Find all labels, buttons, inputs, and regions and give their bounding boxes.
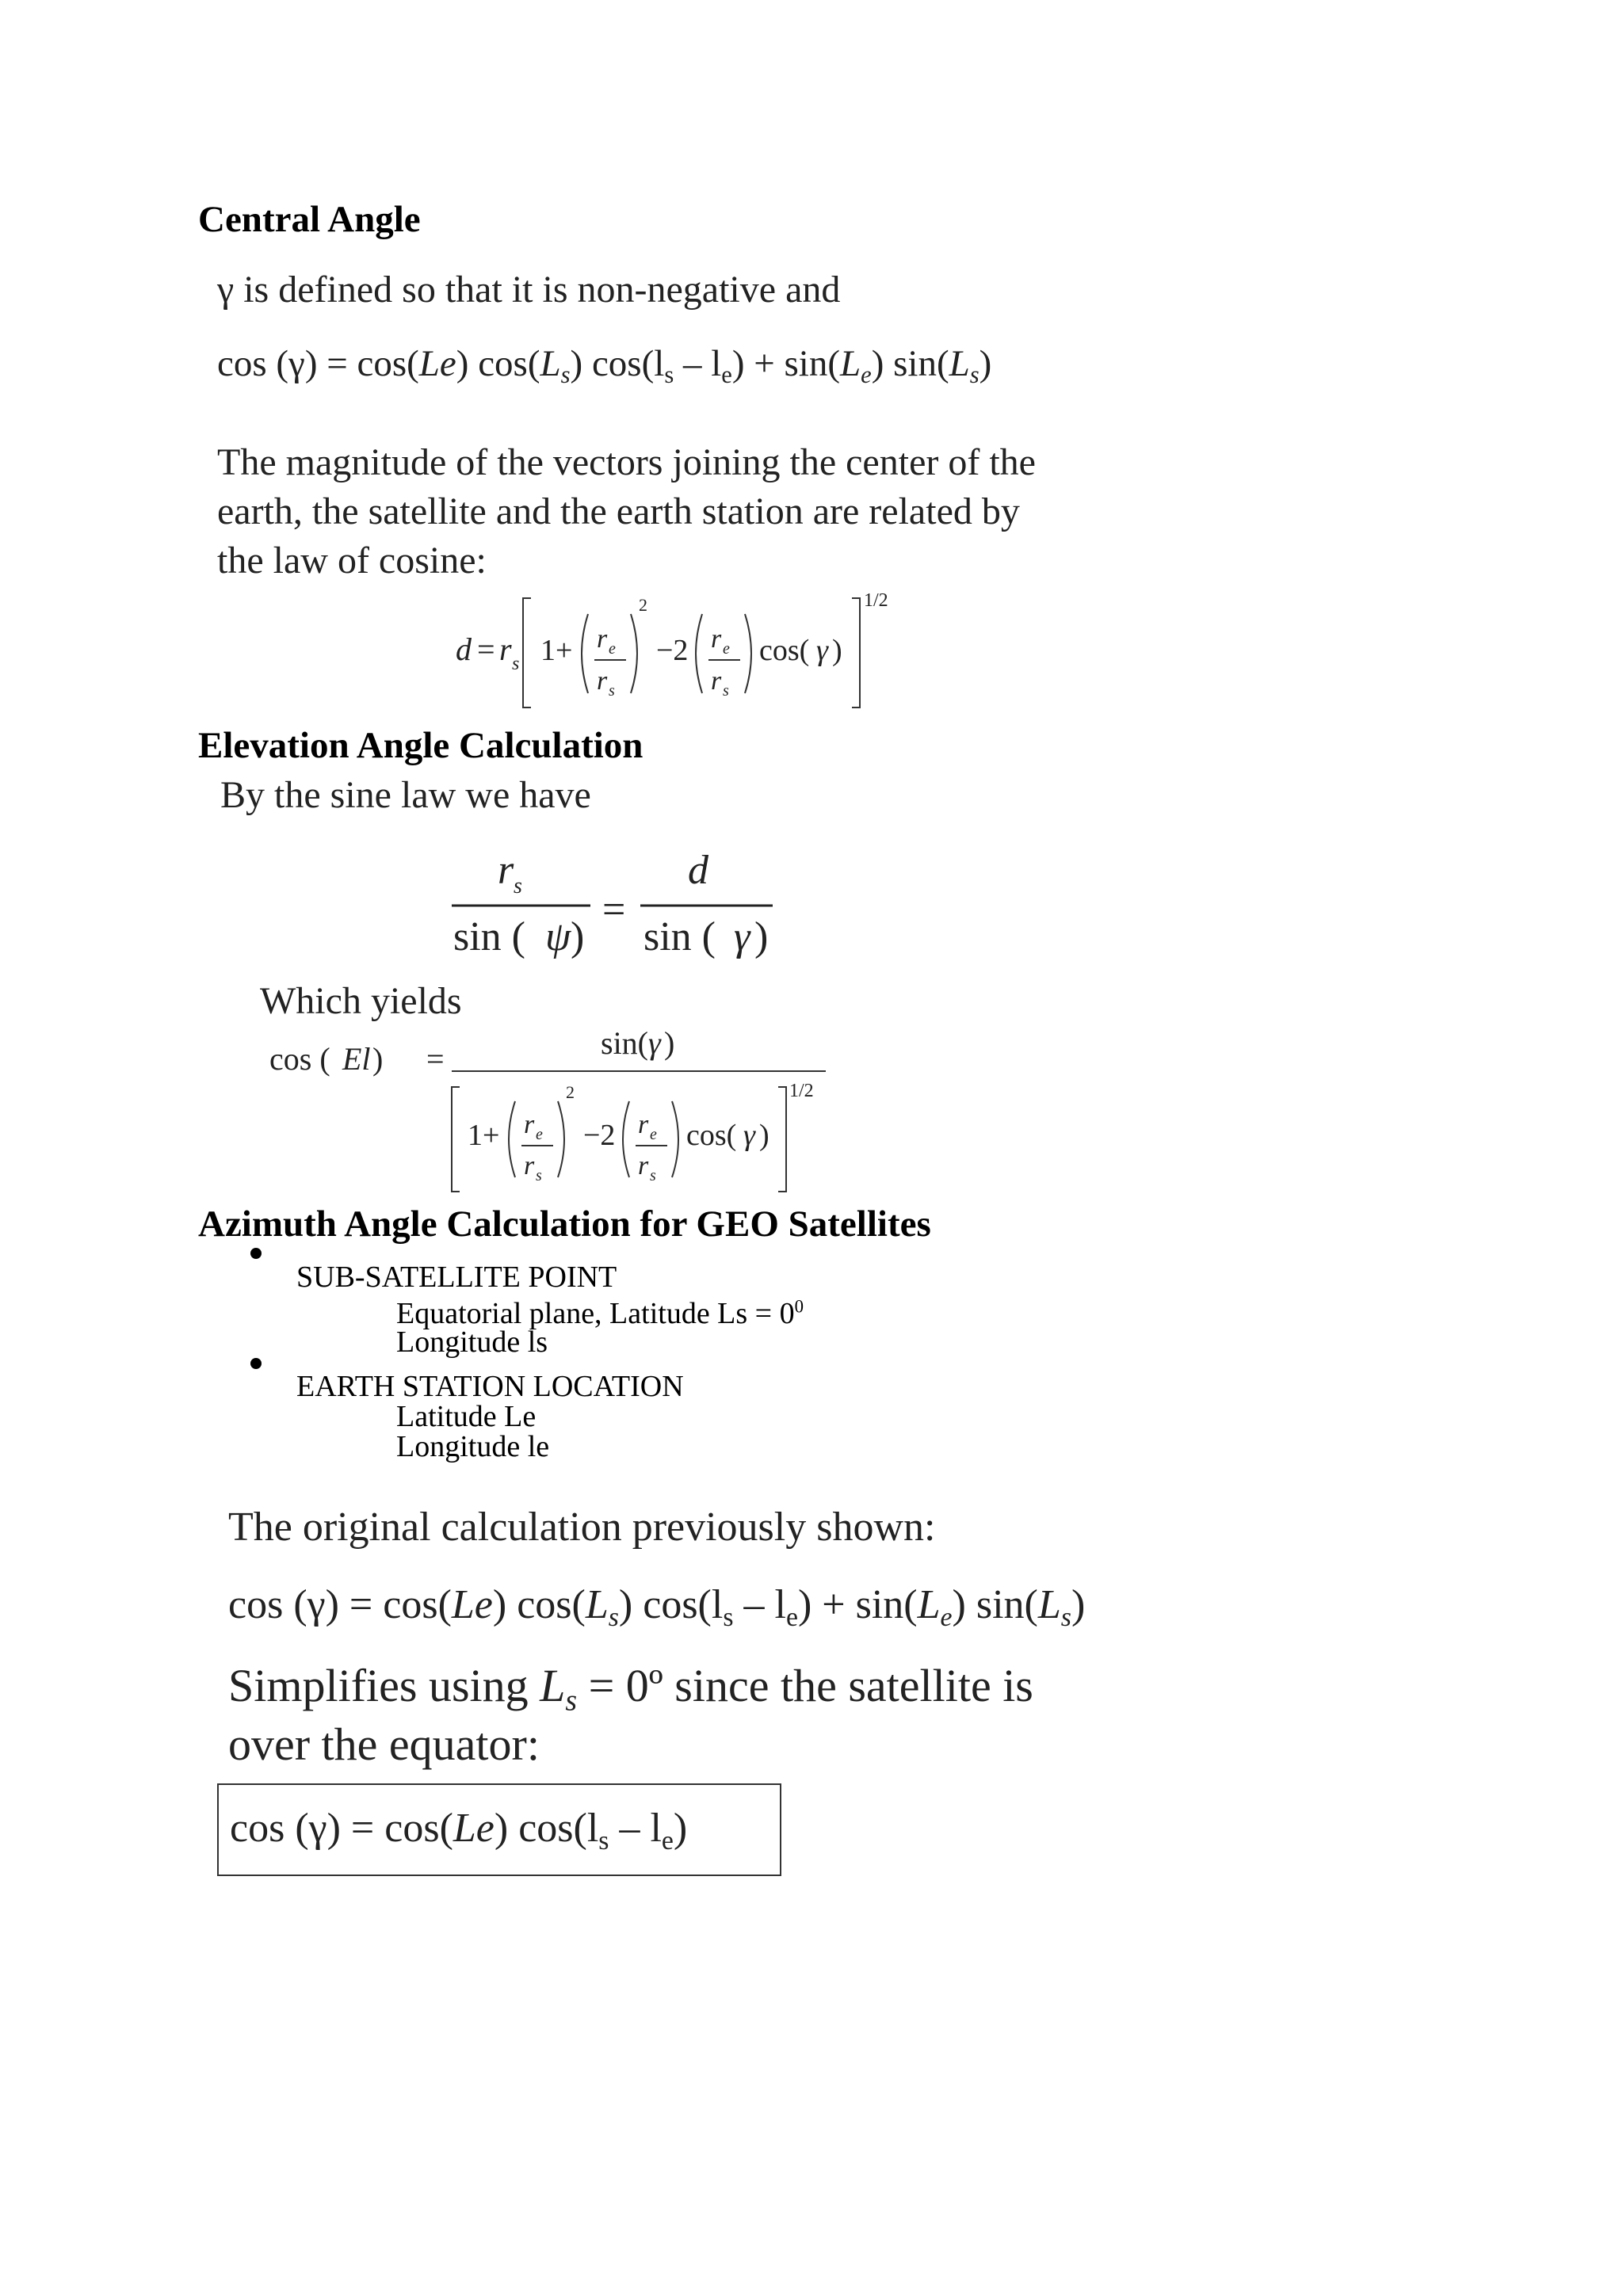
frac-num-sub: e bbox=[723, 640, 730, 658]
eq-part: cos (γ) = cos( bbox=[230, 1806, 453, 1851]
simplifies-text: Simplifies using bbox=[228, 1660, 540, 1711]
formula-sub: s bbox=[512, 654, 520, 674]
frac-den-sub: s bbox=[609, 682, 615, 700]
cos-el-eq: = bbox=[426, 1041, 445, 1077]
eq-part: ) cos( bbox=[492, 1582, 586, 1627]
frac-num: r bbox=[711, 624, 722, 654]
heading-azimuth-angle: Azimuth Angle Calculation for GEO Satellites bbox=[198, 1203, 931, 1245]
simplifies-sub: s bbox=[565, 1684, 578, 1718]
sine-law-psi: ψ bbox=[545, 914, 571, 959]
sine-law-sin: sin ( bbox=[453, 914, 525, 959]
list-item-line: Longitude ls bbox=[396, 1325, 548, 1359]
bullet-dot bbox=[250, 1358, 262, 1369]
frac-num: r bbox=[638, 1110, 649, 1139]
formula-one-plus: 1+ bbox=[540, 634, 573, 667]
formula-close: ) bbox=[832, 634, 842, 667]
eq-sub: s bbox=[608, 1603, 619, 1633]
paren bbox=[672, 1101, 678, 1177]
eq-part: cos (γ) = cos( bbox=[217, 343, 419, 384]
eq-part: ) sin( bbox=[871, 343, 949, 384]
heading-elevation-angle: Elevation Angle Calculation bbox=[198, 725, 643, 766]
eq-sub: e bbox=[940, 1603, 953, 1633]
cos-el-el: El bbox=[342, 1041, 371, 1077]
simplifies-line-2: over the equator: bbox=[228, 1718, 540, 1770]
paren bbox=[582, 614, 588, 693]
paren bbox=[623, 1101, 629, 1177]
eq-sub: s bbox=[969, 361, 980, 389]
eq-part: Le bbox=[418, 343, 456, 384]
distance-formula bbox=[444, 582, 896, 717]
list-item-title: EARTH STATION LOCATION bbox=[296, 1370, 684, 1403]
eq-part: ) cos(l bbox=[494, 1806, 599, 1851]
original-calc-text: The original calculation previously shown: bbox=[228, 1505, 936, 1550]
eq-sub: e bbox=[785, 1603, 798, 1633]
frac-num-sub: e bbox=[609, 640, 616, 658]
eq-part: – l bbox=[733, 1582, 786, 1627]
frac-den-sub: s bbox=[536, 1167, 542, 1184]
exponent-2: 2 bbox=[639, 595, 647, 615]
frac-den: r bbox=[638, 1151, 649, 1180]
central-angle-intro: γ is defined so that it is non-negative and bbox=[217, 269, 841, 311]
eq-sub: e bbox=[721, 361, 732, 389]
cos-el-num: sin( bbox=[601, 1025, 648, 1061]
eq-part: – l bbox=[609, 1806, 662, 1851]
eq-sub: e bbox=[661, 1826, 674, 1856]
eq-sub: s bbox=[723, 1603, 734, 1633]
paren bbox=[745, 614, 751, 693]
eq-part: ) + sin( bbox=[731, 343, 840, 384]
paragraph-line-2: earth, the satellite and the earth station are related by bbox=[217, 490, 1020, 532]
paragraph-line-3: the law of cosine: bbox=[217, 540, 487, 582]
eq-part: L bbox=[949, 343, 970, 384]
original-equation bbox=[228, 1581, 1085, 1633]
eq-part: – l bbox=[674, 343, 722, 384]
simplifies-line-1 bbox=[228, 1659, 1033, 1718]
frac-den-sub: s bbox=[650, 1167, 656, 1184]
formula-minus-2: −2 bbox=[656, 634, 689, 667]
paragraph-line-1: The magnitude of the vectors joining the center of the bbox=[217, 441, 1036, 483]
eq-part: L bbox=[840, 343, 861, 384]
eq-part: L bbox=[917, 1582, 941, 1627]
eq-part: L bbox=[540, 343, 561, 384]
frac-num: r bbox=[597, 624, 608, 654]
central-angle-equation bbox=[217, 342, 991, 389]
eq-part: L bbox=[1037, 1582, 1061, 1627]
degree-sup: 0 bbox=[794, 1296, 804, 1317]
right-bracket bbox=[778, 1087, 786, 1192]
cos-el-close: ) bbox=[372, 1041, 384, 1077]
eq-sub: s bbox=[598, 1826, 609, 1856]
formula-eq: = bbox=[477, 631, 495, 667]
which-yields: Which yields bbox=[260, 980, 462, 1022]
sine-law-eq: = bbox=[602, 887, 626, 933]
list-item-line: Longitude le bbox=[396, 1430, 550, 1463]
formula-r: r bbox=[499, 631, 512, 667]
sine-law-d: d bbox=[688, 848, 708, 893]
eq-part: ) bbox=[673, 1806, 688, 1851]
simplifies-text: = 0º since the satellite is bbox=[577, 1660, 1033, 1711]
den-close: ) bbox=[759, 1119, 769, 1152]
sine-law-sin: sin ( bbox=[643, 914, 716, 959]
boxed-equation bbox=[230, 1805, 687, 1856]
heading-central-angle: Central Angle bbox=[198, 199, 421, 240]
eq-sub: s bbox=[560, 361, 571, 389]
exponent-half: 1/2 bbox=[864, 590, 888, 611]
exponent-2: 2 bbox=[566, 1082, 575, 1102]
eq-part: ) cos(l bbox=[618, 1582, 724, 1627]
sine-law-gamma: γ bbox=[734, 914, 750, 959]
list-item-title: SUB-SATELLITE POINT bbox=[296, 1261, 617, 1294]
cos-el-lhs: cos ( bbox=[269, 1041, 330, 1077]
frac-den: r bbox=[711, 666, 722, 696]
eq-part: ) cos( bbox=[456, 343, 540, 384]
eq-part: ) sin( bbox=[952, 1582, 1038, 1627]
cos-el-num-close: ) bbox=[664, 1025, 675, 1061]
cos-el-gamma: γ bbox=[648, 1025, 661, 1061]
bullet-dot bbox=[250, 1248, 262, 1259]
eq-sub: e bbox=[861, 361, 872, 389]
list-item-line: Latitude Le bbox=[396, 1400, 537, 1433]
den-gamma: γ bbox=[743, 1119, 755, 1152]
sine-law-close: ) bbox=[754, 914, 769, 959]
sine-law-r: r bbox=[498, 848, 514, 893]
den-minus-2: −2 bbox=[583, 1119, 616, 1152]
paren bbox=[558, 1101, 564, 1177]
eq-sub: s bbox=[664, 361, 674, 389]
frac-num-sub: e bbox=[650, 1126, 657, 1143]
cos-el-formula bbox=[262, 1022, 840, 1204]
eq-part: ) + sin( bbox=[797, 1582, 918, 1627]
eq-part: ) bbox=[1071, 1582, 1086, 1627]
frac-den-sub: s bbox=[723, 682, 729, 700]
frac-den: r bbox=[524, 1151, 535, 1180]
simplifies-l: L bbox=[540, 1660, 566, 1711]
frac-den: r bbox=[597, 666, 608, 696]
eq-part: Le bbox=[453, 1806, 495, 1851]
sine-law-close: ) bbox=[571, 914, 585, 959]
formula-d: d bbox=[456, 631, 472, 667]
frac-num-sub: e bbox=[536, 1126, 543, 1143]
den-cos: cos( bbox=[686, 1119, 737, 1152]
eq-part: cos (γ) = cos( bbox=[228, 1582, 452, 1627]
sine-law-formula bbox=[444, 844, 792, 978]
eq-sub: s bbox=[1060, 1603, 1071, 1633]
formula-gamma: γ bbox=[816, 634, 828, 667]
frac-num: r bbox=[524, 1110, 535, 1139]
left-bracket bbox=[523, 598, 531, 707]
right-bracket bbox=[852, 598, 860, 707]
den-one-plus: 1+ bbox=[468, 1119, 500, 1152]
sine-law-sub: s bbox=[514, 874, 522, 898]
list-item-text: Equatorial plane, Latitude Ls = 0 bbox=[396, 1297, 795, 1330]
eq-part: Le bbox=[451, 1582, 493, 1627]
eq-part: L bbox=[585, 1582, 609, 1627]
paren bbox=[696, 614, 702, 693]
paren bbox=[509, 1101, 515, 1177]
eq-part: ) cos(l bbox=[570, 343, 665, 384]
eq-part: ) bbox=[979, 343, 992, 384]
exponent-half: 1/2 bbox=[789, 1081, 814, 1101]
paren bbox=[631, 614, 637, 693]
elevation-intro: By the sine law we have bbox=[220, 774, 591, 816]
left-bracket bbox=[452, 1087, 460, 1192]
formula-cos: cos( bbox=[759, 634, 810, 667]
